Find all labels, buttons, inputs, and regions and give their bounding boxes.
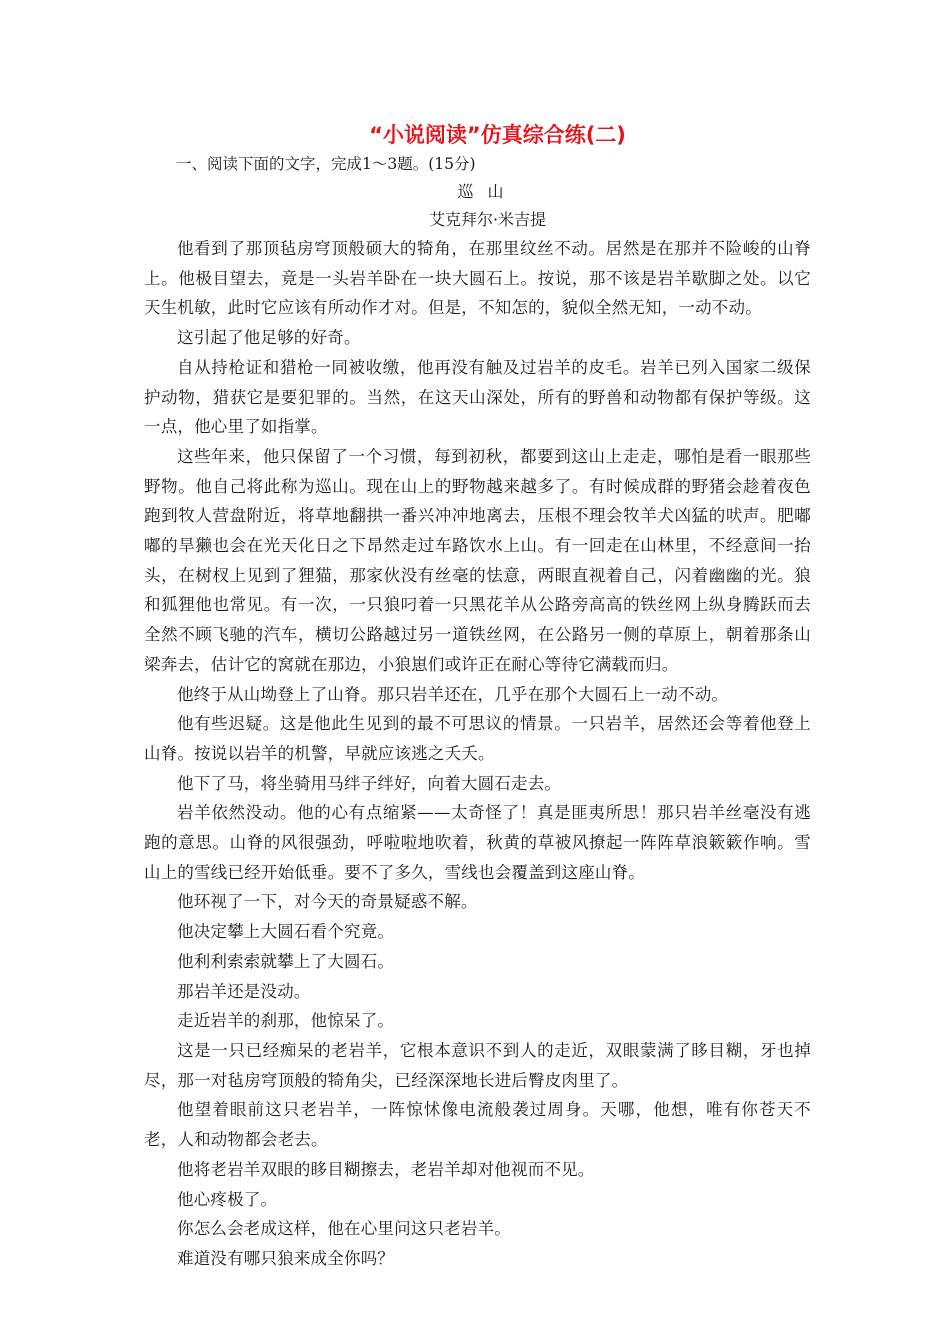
document-content (144, 119, 811, 1274)
paragraph: 走近岩羊的刹那，他惊呆了。 (177, 1011, 395, 1031)
paragraph: 他有些迟疑。这是他此生见到的最不可思议的情景。一只岩羊，居然还会等着他登上山脊。按说以岩羊的机警，早就应该逃之夭夭。 (144, 714, 811, 763)
paragraph: 难道没有哪只狼来成全你吗？ (177, 1248, 395, 1268)
paragraph: 这是一只已经痴呆的老岩羊，它根本意识不到人的走近，双眼蒙满了眵目糊，牙也掉尽，那一对毡房穹顶般的犄角尖，已经深深地长进后臀皮肉里了。 (144, 1040, 811, 1090)
paragraph: 他将老岩羊双眼的眵目糊擦去，老岩羊却对他视而不见。 (177, 1159, 595, 1179)
paragraph: 那岩羊还是没动。 (177, 981, 311, 1001)
paragraph: 他终于从山坳登上了山脊。那只岩羊还在，几乎在那个大圆石上一动不动。 (177, 684, 729, 704)
paragraph: 他心疼极了。 (177, 1189, 278, 1209)
paragraph: 这些年来，他只保留了一个习惯，每到初秋，都要到这山上走走，哪怕是看一眼那些野物。他自己将此称为巡山。现在山上的野物越来越多了。有时候成群的野猪会趁着夜色跑到牧人营盘附近，将草地翻拱一番兴冲冲地离去，压根不理会牧羊犬凶猛的吠声。肥嘟嘟的旱獭也会在光天化日之下昂然走过车路饮水上山。有一回走在山林里，不经意间一抬头，在树杈上见到了狸猫，那家伙没有丝毫的怯意，两眼直视着自己，闪着幽幽的光。狼和狐狸他也常见。有一次，一只狼叼着一只黑花羊从公路旁高高的铁丝网上纵身腾跃而去全然不顾飞驰的汽车，横切公路越过另一道铁丝网，在公路另一侧的草原上，朝着那条山梁奔去，估计它的窝就在那边，小狼崽们或许正在耐心等待它满载而归。 (144, 446, 811, 674)
paragraph: 他利利索索就攀上了大圆石。 (177, 951, 395, 971)
paragraph: 他决定攀上大圆石看个究竟。 (177, 922, 395, 942)
paragraph: 你怎么会老成这样，他在心里问这只老岩羊。 (177, 1219, 511, 1239)
paragraph: 自从持枪证和猎枪一同被收缴，他再没有触及过岩羊的皮毛。岩羊已列入国家二级保护动物，猎获它是要犯罪的。当然，在这天山深处，所有的野兽和动物都有保护等级。这一点，他心里了如指掌。 (144, 357, 811, 437)
paragraph: 他环视了一下，对今天的奇景疑惑不解。 (177, 892, 478, 912)
paragraph: 这引起了他足够的好奇。 (177, 328, 361, 348)
paragraph: 他下了马，将坐骑用马绊子绊好，向着大圆石走去。 (177, 773, 562, 793)
story-author: 艾克拜尔·米吉提 (428, 210, 547, 229)
page-title: “小说阅读”仿真综合练(二) (369, 123, 626, 147)
paragraph: 岩羊依然没动。他的心有点缩紧——太奇怪了！真是匪夷所思！那只岩羊丝毫没有逃跑的意思。山脊的风很强劲，呼啦啦地吹着，秋黄的草被风撩起一阵阵草浪簌簌作响。雪山上的雪线已经开始低垂。要不了多久，雪线也会覆盖到这座山脊。 (144, 803, 811, 882)
paragraph: 他望着眼前这只老岩羊，一阵惊怵像电流般袭过周身。天哪，他想，唯有你苍天不老，人和动物都会老去。 (144, 1100, 811, 1150)
question-instruction: 一、阅读下面的文字，完成1～3题。(15分) (176, 155, 476, 173)
paragraph: 他看到了那顶毡房穹顶般硕大的犄角，在那里纹丝不动。居然是在那并不险峻的山脊上。他极目望去，竟是一头岩羊卧在一块大圆石上。按说，那不该是岩羊歇脚之处。以它天生机敏，此时它应该有所动作才对。但是，不知怎的，貌似全然无知，一动不动。 (144, 239, 811, 318)
story-title: 巡山 (457, 182, 518, 201)
